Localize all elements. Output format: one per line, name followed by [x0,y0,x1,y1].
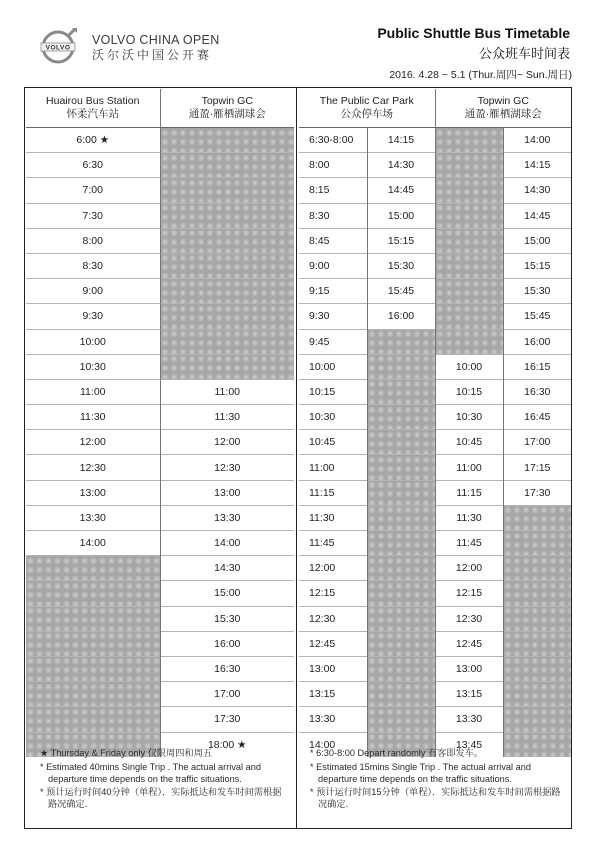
time-cell: 13:45 [435,732,503,757]
no-service-cell [435,178,503,203]
time-cell: 16:45 [503,405,571,430]
time-cell: 12:00 [26,430,160,455]
time-cell: 16:00 [503,329,571,354]
table-row [299,531,571,556]
no-service-cell [160,153,294,178]
time-cell: 8:15 [299,178,367,203]
no-service-cell [367,329,435,354]
column-header-public-car-park [299,89,435,128]
time-cell: 17:15 [503,455,571,480]
time-cell: 13:15 [435,682,503,707]
table-row [299,480,571,505]
no-service-cell [367,556,435,581]
time-cell: 16:00 [367,304,435,329]
time-cell: 15:15 [367,228,435,253]
no-service-cell [503,606,571,631]
table-row [26,682,294,707]
no-service-cell [367,656,435,681]
time-cell: 17:30 [503,480,571,505]
table-row [299,405,571,430]
time-cell: 15:15 [503,253,571,278]
time-cell: 11:30 [435,505,503,530]
time-cell: 11:45 [435,531,503,556]
table-row [26,707,294,732]
no-service-cell [160,329,294,354]
time-cell: 11:00 [26,379,160,404]
table-row [299,707,571,732]
time-cell: 10:00 [299,354,367,379]
time-cell: 14:15 [367,128,435,153]
table-row [26,430,294,455]
time-cell: 10:30 [435,405,503,430]
no-service-cell [367,631,435,656]
time-cell: 12:45 [299,631,367,656]
no-service-cell [435,279,503,304]
time-cell: 14:30 [160,556,294,581]
table-row [299,505,571,530]
no-service-cell [160,253,294,278]
column-header-en: The Public Car Park [319,95,414,107]
time-cell: 14:45 [367,178,435,203]
time-cell: 11:00 [160,379,294,404]
time-cell: 14:00 [26,531,160,556]
no-service-cell [367,531,435,556]
left-timetable-panel [26,89,294,757]
time-cell: 15:30 [367,253,435,278]
right-timetable-body [299,128,571,757]
time-cell: 9:45 [299,329,367,354]
column-header-cn: 怀柔汽车站 [66,108,119,120]
time-cell: 15:00 [503,228,571,253]
time-cell: 8:30 [299,203,367,228]
note-thursday-friday: ★ Thursday & Friday only 仅限周四和周五 [40,748,212,758]
table-row [26,656,294,681]
no-service-cell [435,253,503,278]
no-service-cell [367,606,435,631]
no-service-cell [160,228,294,253]
column-header-en: Topwin GC [477,95,529,107]
time-cell: 9:30 [299,304,367,329]
time-cell: 12:30 [26,455,160,480]
no-service-cell [26,556,160,581]
time-cell: 15:45 [367,279,435,304]
time-cell: 13:00 [160,480,294,505]
time-cell: 13:00 [299,656,367,681]
no-service-cell [367,505,435,530]
column-header-cn: 通盈·雁栖湖球会 [188,108,266,120]
table-row [26,581,294,606]
note-depart-randomly: * 6:30-8:00 Depart randomly 有客即发车。 [310,748,484,758]
no-service-cell [503,656,571,681]
time-cell: 15:00 [160,581,294,606]
no-service-cell [26,606,160,631]
time-cell: 13:30 [160,505,294,530]
brand-name-en: VOLVO CHINA OPEN [92,33,220,47]
time-cell: 11:30 [160,405,294,430]
table-row [299,203,571,228]
time-cell: 10:00 [435,354,503,379]
time-cell: 9:15 [299,279,367,304]
table-row [26,480,294,505]
time-cell: 10:30 [299,405,367,430]
no-service-cell [503,505,571,530]
time-cell: 11:15 [299,480,367,505]
no-service-cell [503,707,571,732]
time-cell: 16:30 [503,379,571,404]
time-cell: 11:45 [299,531,367,556]
time-cell: 10:15 [435,379,503,404]
table-row [26,178,294,203]
no-service-cell [435,153,503,178]
table-row [299,656,571,681]
time-cell: 9:00 [26,279,160,304]
time-cell: 13:00 [26,480,160,505]
no-service-cell [367,405,435,430]
time-cell: 12:15 [435,581,503,606]
no-service-cell [26,631,160,656]
right-notes [310,748,565,813]
table-row [26,128,294,153]
table-row [299,379,571,404]
time-cell: 12:00 [435,556,503,581]
right-timetable [299,89,571,757]
no-service-cell [26,707,160,732]
time-cell: 16:30 [160,656,294,681]
no-service-cell [367,455,435,480]
no-service-cell [367,379,435,404]
time-cell: 16:15 [503,354,571,379]
time-cell: 14:45 [503,203,571,228]
table-row [26,631,294,656]
table-row [26,329,294,354]
no-service-cell [503,682,571,707]
table-row [26,531,294,556]
table-row [26,606,294,631]
table-row [299,304,571,329]
logo-wordmark: VOLVO [45,44,71,52]
time-cell: 9:30 [26,304,160,329]
note-trip-duration-en: * Estimated 15mins Single Trip . The actual arrival and departure time depends on the traffic situations. [310,761,531,784]
table-row [299,228,571,253]
time-cell: 14:15 [503,153,571,178]
no-service-cell [26,656,160,681]
no-service-cell [26,682,160,707]
table-row [299,128,571,153]
no-service-cell [367,682,435,707]
time-cell: 18:00 ★ [160,732,294,757]
no-service-cell [435,128,503,153]
time-cell: 10:00 [26,329,160,354]
time-cell: 15:30 [503,279,571,304]
time-cell: 14:00 [160,531,294,556]
left-timetable-body [26,128,294,757]
left-timetable [26,89,294,757]
note-trip-duration-cn: * 预计运行时间40分钟（单程）．实际抵达和发车时间需根据路况确定. [40,787,282,810]
table-row [299,682,571,707]
time-cell: 14:00 [503,128,571,153]
title-block [377,24,570,62]
column-header-cn: 通盈·雁栖湖球会 [464,108,542,120]
no-service-cell [435,203,503,228]
time-cell: 13:00 [435,656,503,681]
no-service-cell [160,178,294,203]
time-cell: 15:00 [367,203,435,228]
table-row [26,203,294,228]
no-service-cell [160,304,294,329]
page-title-cn: 公众班车时间表 [478,46,570,61]
time-cell: 10:45 [299,430,367,455]
no-service-cell [503,581,571,606]
table-row [26,253,294,278]
time-cell: 9:00 [299,253,367,278]
table-row [299,430,571,455]
table-row [299,556,571,581]
no-service-cell [367,707,435,732]
time-cell: 12:00 [160,430,294,455]
table-row [299,178,571,203]
no-service-cell [503,531,571,556]
no-service-cell [435,329,503,354]
time-cell: 12:30 [299,606,367,631]
no-service-cell [367,480,435,505]
time-cell: 10:15 [299,379,367,404]
no-service-cell [160,354,294,379]
time-cell: 15:45 [503,304,571,329]
table-row [26,379,294,404]
no-service-cell [26,581,160,606]
date-range: 2016. 4.28 ~ 5.1 (Thur.周四~ Sun.周日) [389,69,572,81]
note-trip-duration-en: * Estimated 40mins Single Trip . The actual arrival and departure time depends on the traffic situations. [40,761,261,784]
left-notes [40,748,290,813]
table-row [299,354,571,379]
column-header-en: Topwin GC [201,95,253,107]
table-row [26,354,294,379]
time-cell: 17:30 [160,707,294,732]
table-row [26,405,294,430]
time-cell: 17:00 [503,430,571,455]
table-row [299,581,571,606]
table-row [26,228,294,253]
time-cell: 11:00 [435,455,503,480]
time-cell: 10:30 [26,354,160,379]
time-cell: 13:30 [299,707,367,732]
no-service-cell [367,430,435,455]
time-cell: 6:00 ★ [26,128,160,153]
column-header-en: Huairou Bus Station [46,95,140,107]
table-row [299,606,571,631]
time-cell: 11:00 [299,455,367,480]
column-header-topwin [435,89,571,128]
no-service-cell [160,279,294,304]
time-cell: 13:15 [299,682,367,707]
table-row [26,556,294,581]
time-cell: 13:30 [26,505,160,530]
table-row [299,153,571,178]
table-row [26,279,294,304]
volvo-logo-icon [38,26,78,66]
table-row [299,253,571,278]
table-row [299,631,571,656]
time-cell: 8:00 [26,228,160,253]
time-cell: 6:30-8:00 [299,128,367,153]
table-row [299,329,571,354]
time-cell: 12:45 [435,631,503,656]
table-row [26,153,294,178]
time-cell: 15:30 [160,606,294,631]
time-cell: 11:15 [435,480,503,505]
table-row [299,455,571,480]
right-timetable-panel [299,89,571,757]
time-cell: 17:00 [160,682,294,707]
note-trip-duration-cn: * 预计运行时间15分钟（单程）．实际抵达和发车时间需根据路况确定. [310,787,561,810]
time-cell: 12:30 [435,606,503,631]
table-row [26,505,294,530]
time-cell: 10:45 [435,430,503,455]
time-cell: 7:30 [26,203,160,228]
brand-block [92,33,220,62]
no-service-cell [160,203,294,228]
time-cell: 8:00 [299,153,367,178]
time-cell: 14:00 [299,732,367,757]
time-cell: 6:30 [26,153,160,178]
time-cell: 12:15 [299,581,367,606]
time-cell: 12:00 [299,556,367,581]
panel-divider [296,87,297,829]
no-service-cell [435,228,503,253]
time-cell: 8:30 [26,253,160,278]
column-header-cn: 公众停车场 [340,108,393,120]
no-service-cell [435,304,503,329]
table-row [299,279,571,304]
time-cell: 14:30 [503,178,571,203]
no-service-cell [367,354,435,379]
time-cell: 13:30 [435,707,503,732]
column-header-topwin [160,89,294,128]
time-cell: 16:00 [160,631,294,656]
time-cell: 11:30 [26,405,160,430]
table-row [26,455,294,480]
no-service-cell [503,631,571,656]
no-service-cell [503,556,571,581]
page-title-en: Public Shuttle Bus Timetable [377,25,570,41]
time-cell: 8:45 [299,228,367,253]
column-header-huairou [26,89,160,128]
table-row [26,304,294,329]
brand-name-cn: 沃尔沃中国公开赛 [92,48,213,62]
time-cell: 7:00 [26,178,160,203]
no-service-cell [160,128,294,153]
time-cell: 11:30 [299,505,367,530]
no-service-cell [367,581,435,606]
time-cell: 14:30 [367,153,435,178]
time-cell: 12:30 [160,455,294,480]
